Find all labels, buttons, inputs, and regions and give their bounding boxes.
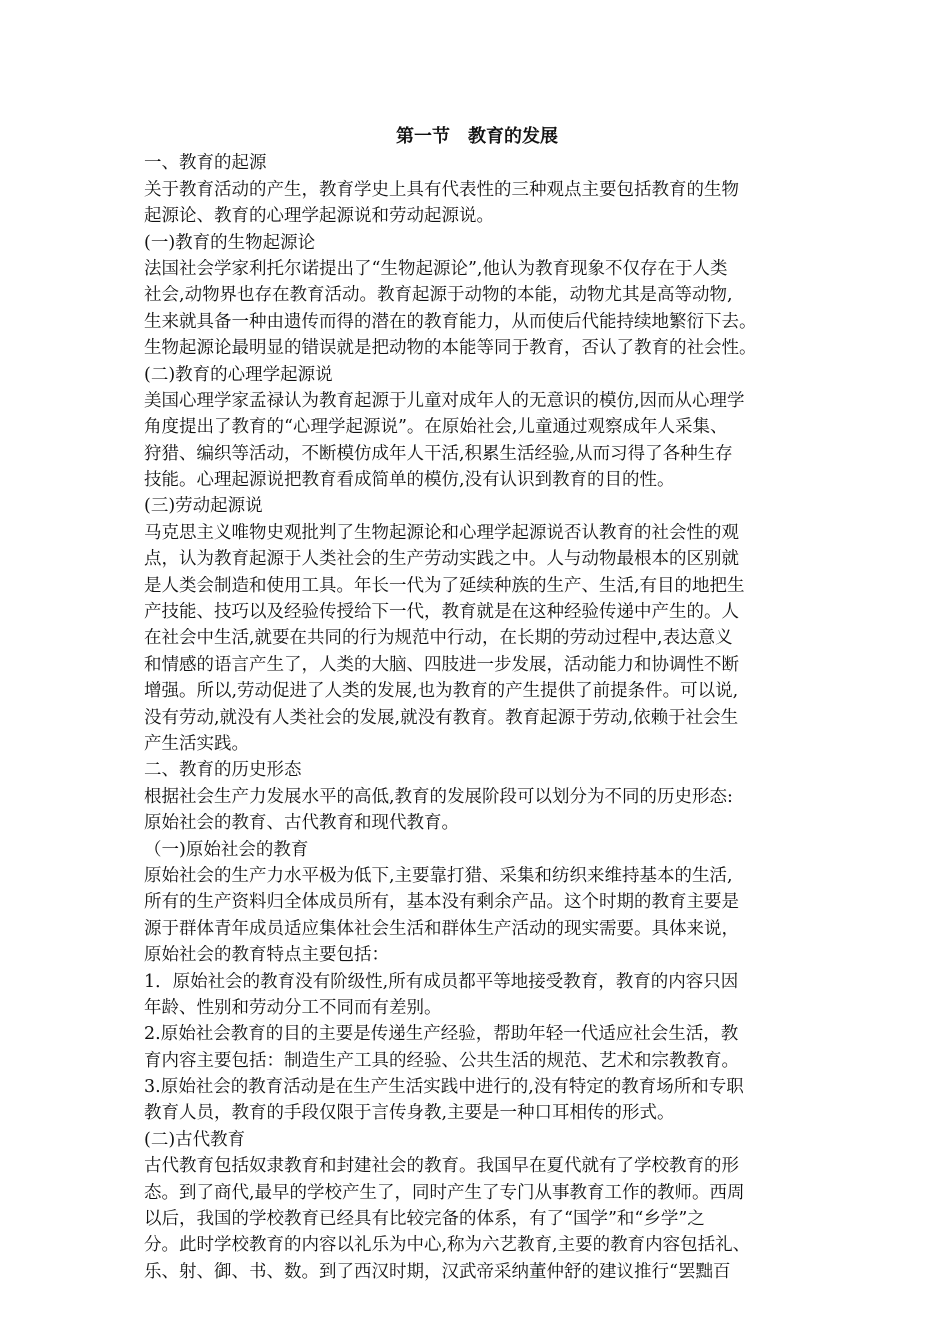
text-line: 马克思主义唯物史观批判了生物起源论和心理学起源说否认教育的社会性的观: [144, 522, 739, 543]
text-line: 年龄、性别和劳动分工不同而有差别。: [144, 997, 442, 1018]
text-line: 3.原始社会的教育活动是在生产生活实践中进行的,没有特定的教育场所和专职: [144, 1077, 744, 1098]
text-line: 在社会中生活,就要在共同的行为规范中行动，在长期的劳动过程中,表达意义: [144, 628, 733, 649]
text-line: (二)古代教育: [144, 1129, 246, 1150]
text-line: 技能。心理起源说把教育看成简单的模仿,没有认识到教育的目的性。: [144, 470, 675, 491]
text-line: 社会,动物界也存在教育活动。教育起源于动物的本能，动物尤其是高等动物,: [144, 285, 733, 306]
text-line: 点，认为教育起源于人类社会的生产劳动实践之中。人与动物最根本的区别就: [144, 549, 739, 570]
text-line: 关于教育活动的产生，教育学史上具有代表性的三种观点主要包括教育的生物: [144, 179, 739, 200]
text-line: 一、教育的起源: [144, 153, 267, 174]
text-line: 美国心理学家孟禄认为教育起源于儿童对成年人的无意识的模仿,因而从心理学: [144, 390, 745, 411]
text-line: 原始社会的教育特点主要包括：: [144, 945, 389, 966]
text-line: 以后，我国的学校教育已经具有比较完备的体系，有了“国学”和“乡学”之: [144, 1209, 705, 1230]
text-line: 原始社会的教育、古代教育和现代教育。: [144, 813, 459, 834]
text-line: 2.原始社会教育的目的主要是传递生产经验，帮助年轻一代适应社会生活，教: [144, 1024, 739, 1045]
text-line: 教育人员，教育的手段仅限于言传身教,主要是一种口耳相传的形式。: [144, 1103, 675, 1124]
text-line: 二、教育的历史形态: [144, 760, 302, 781]
text-line: (三)劳动起源说: [144, 496, 263, 517]
text-line: 原始社会的生产力水平极为低下,主要靠打猎、采集和纺织来维持基本的生活,: [144, 865, 733, 886]
text-line: 和情感的语言产生了，人类的大脑、四肢进一步发展，活动能力和协调性不断: [144, 654, 739, 675]
text-line: 起源论、教育的心理学起源说和劳动起源说。: [144, 206, 494, 227]
text-line: 增强。所以,劳动促进了人类的发展,也为教育的产生提供了前提条件。可以说,: [144, 681, 739, 702]
text-line: 没有劳动,就没有人类社会的发展,就没有教育。教育起源于劳动,依赖于社会生: [144, 707, 739, 728]
text-line: 产生活实践。: [144, 733, 249, 754]
text-line: （一)原始社会的教育: [144, 839, 309, 860]
text-line: 生物起源论最明显的错误就是把动物的本能等同于教育，否认了教育的社会性。: [144, 338, 757, 359]
text-line: 根据社会生产力发展水平的高低,教育的发展阶段可以划分为不同的历史形态:: [144, 786, 733, 807]
text-line: 乐、射、御、书、数。到了西汉时期，汉武帝采纳董仲舒的建议推行“罢黜百: [144, 1261, 731, 1282]
text-line: 狩猎、编织等活动，不断模仿成年人干活,积累生活经验,从而习得了各种生存: [144, 443, 733, 464]
text-line: 法国社会学家利托尔诺提出了“生物起源论”,他认为教育现象不仅存在于人类: [144, 258, 728, 279]
text-line: 角度提出了教育的“心理学起源说”。在原始社会,儿童通过观察成年人采集、: [144, 417, 728, 438]
text-line: 源于群体青年成员适应集体社会生活和群体生产活动的现实需要。具体来说，: [144, 918, 739, 939]
text-line: 态。到了商代,最早的学校产生了，同时产生了专门从事教育工作的教师。西周: [144, 1182, 745, 1203]
text-line: 育内容主要包括：制造生产工具的经验、公共生活的规范、艺术和宗教教育。: [144, 1050, 739, 1071]
text-line: 1．原始社会的教育没有阶级性,所有成员都平等地接受教育，教育的内容只因: [144, 971, 739, 992]
text-line: 生来就具备一种由遗传而得的潜在的教育能力，从而使后代能持续地繁衍下去。: [144, 311, 757, 332]
text-line: 分。此时学校教育的内容以礼乐为中心,称为六艺教育,主要的教育内容包括礼、: [144, 1235, 751, 1256]
section-title: 第一节 教育的发展: [396, 126, 558, 147]
text-line: 是人类会制造和使用工具。年长一代为了延续种族的生产、生活,有目的地把生: [144, 575, 745, 596]
text-line: (一)教育的生物起源论: [144, 232, 316, 253]
body-text: [144, 150, 810, 1285]
text-line: 古代教育包括奴隶教育和封建社会的教育。我国早在夏代就有了学校教育的形: [144, 1156, 739, 1177]
text-line: 产技能、技巧以及经验传授给下一代，教育就是在这种经验传递中产生的。人: [144, 602, 739, 623]
text-line: (二)教育的心理学起源说: [144, 364, 333, 385]
text-line: 所有的生产资料归全体成员所有，基本没有剩余产品。这个时期的教育主要是: [144, 892, 739, 913]
